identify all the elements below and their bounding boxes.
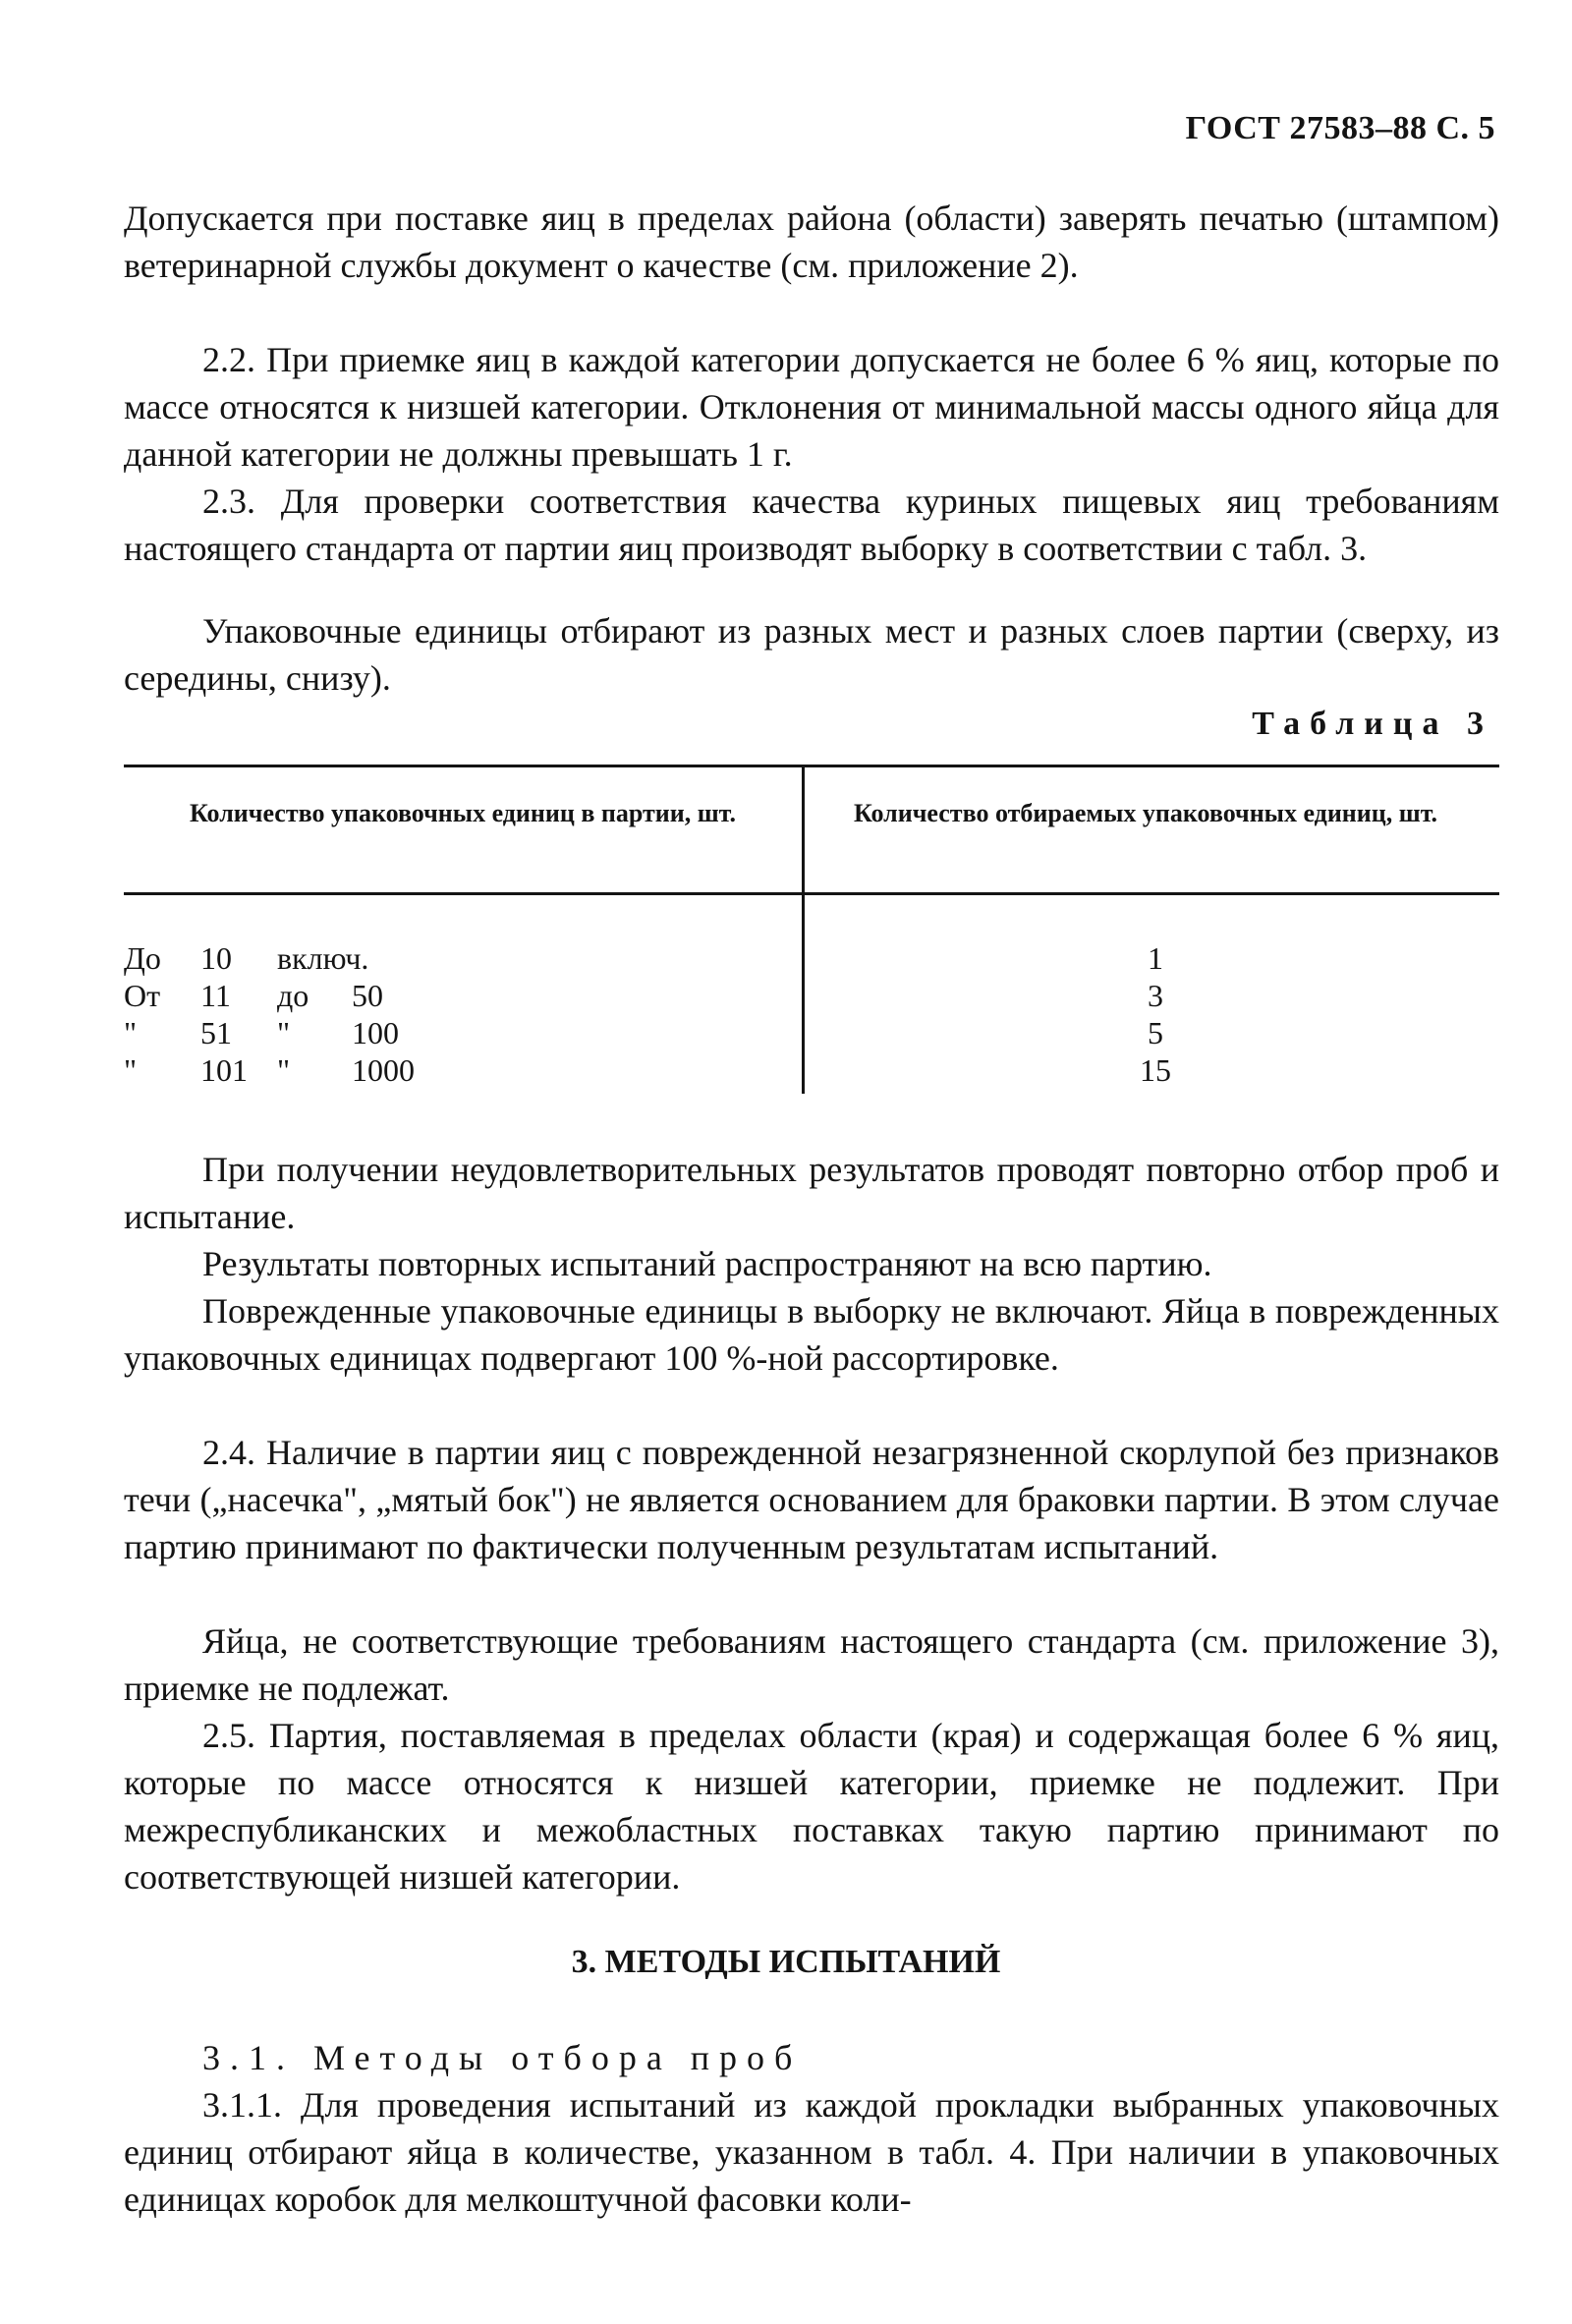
paragraph-p4: Упаковочные единицы отбирают из разных мест и разных слоев партии (сверху, из середины, снизу). (124, 611, 1499, 698)
table-row (124, 939, 470, 977)
table-cell: 1000 (352, 1052, 415, 1088)
table-cell: " (124, 1052, 138, 1088)
table-cell: 3 (1148, 978, 1163, 1013)
document-header: ГОСТ 27583–88 С. 5 (1185, 110, 1495, 146)
paragraph-p1: Допускается при поставке яиц в пределах района (области) заверять печатью (штампом) ветеринарной службы документ о качестве (см. приложение 2). (124, 198, 1499, 285)
table-row (124, 1014, 470, 1051)
paragraph-2-2: 2.2. При приемке яиц в каждой категории допускается не более 6 % яиц, которые по массе относятся к низшей категории. Отклонения от минимальной массы одного яйца для данной категории не должны превышать 1 г. (124, 340, 1499, 474)
table-row (124, 1051, 470, 1089)
table-top-rule (124, 765, 1499, 767)
table-cell: До (124, 940, 161, 976)
table-col2-values (1106, 939, 1205, 1089)
table-cell: 10 (200, 940, 232, 976)
table-header-col2: Количество отбираемых упаковочных единиц, шт. (853, 799, 1438, 827)
table-cell: до (277, 978, 309, 1013)
paragraph-3-1-1: 3.1.1. Для проведения испытаний из каждой прокладки выбранных упаковочных единиц отбирают яйца в количестве, указанном в табл. 4. При наличии в упаковочных единицах коробок для мелкоштучной фасовки коли- (124, 2085, 1499, 2219)
paragraph-p5: При получении неудовлетворительных результатов проводят повторно отбор проб и испытание. (124, 1150, 1499, 1236)
table-header-col1: Количество упаковочных единиц в партии, шт. (190, 799, 736, 827)
table-cell: 5 (1148, 1015, 1163, 1050)
paragraph-2-3: 2.3. Для проверки соответствия качества куриных пищевых яиц требованиям настоящего стандарта от партии яиц производят выборку в соответствии с табл. 3. (124, 482, 1499, 568)
paragraph-p6: Результаты повторных испытаний распространяют на всю партию. (202, 1244, 1212, 1283)
table-cell: 101 (200, 1052, 248, 1088)
table-cell: 51 (200, 1015, 232, 1050)
paragraph-2-5: 2.5. Партия, поставляемая в пределах области (края) и содержащая более 6 % яиц, которые по массе относятся к низшей категории, приемке не подлежит. При межреспубликанских и межобластных поставках такую партию принимают по соответствующей низшей категории. (124, 1716, 1499, 1897)
table-cell: " (277, 1015, 291, 1050)
table-cell: " (124, 1015, 138, 1050)
table-cell: 11 (200, 978, 231, 1013)
table-cell: 1 (1148, 940, 1163, 976)
table-3 (124, 765, 1499, 1099)
subsection-3-1: 3.1. Методы отбора проб (202, 2038, 803, 2077)
table-column-divider (802, 765, 805, 1094)
table-cell: 50 (352, 978, 383, 1013)
table-row (124, 977, 470, 1014)
paragraph-p9: Яйца, не соответствующие требованиям настоящего стандарта (см. приложение 3), приемке не подлежат. (124, 1621, 1499, 1708)
table-cell: " (277, 1052, 291, 1088)
table-caption: Таблица 3 (1252, 706, 1493, 742)
table-cell (352, 939, 470, 977)
table-header-rule (124, 892, 1499, 895)
paragraph-2-4: 2.4. Наличие в партии яиц с поврежденной незагрязненной скорлупой без признаков течи („насечка", „мятый бок") не является основанием для браковки партии. В этом случае партию принимают по фактически полученным результатам испытаний. (124, 1433, 1499, 1566)
table-col1-values (124, 939, 470, 1089)
table-cell: включ. (277, 940, 369, 976)
section-title: 3. МЕТОДЫ ИСПЫТАНИЙ (571, 1944, 1001, 1980)
table-cell: 100 (352, 1015, 399, 1050)
table-cell: От (124, 978, 161, 1013)
table-cell: 15 (1140, 1052, 1171, 1088)
paragraph-p7: Поврежденные упаковочные единицы в выборку не включают. Яйца в поврежденных упаковочных единицах подвергают 100 %-ной рассортировке. (124, 1291, 1499, 1378)
